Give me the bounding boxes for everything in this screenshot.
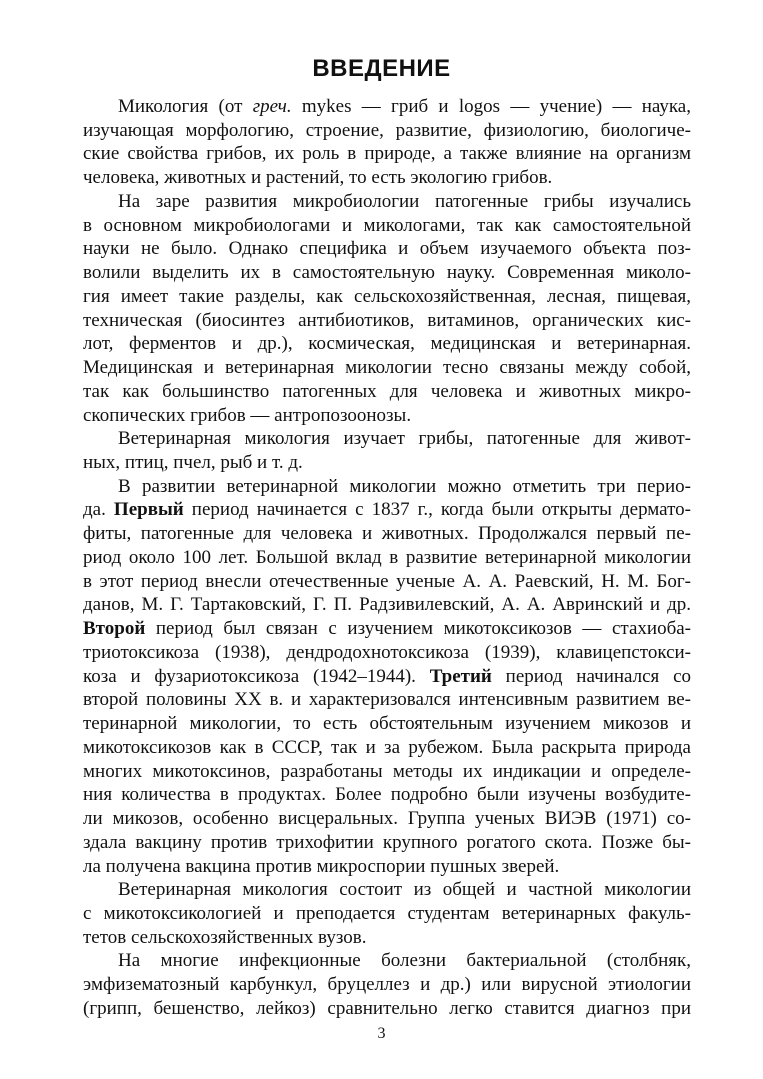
text-line (83, 712, 691, 736)
text-run: триотоксикоза (1938), дендродохнотоксикоза (1939), клавицепстокси- (83, 641, 691, 663)
text-run: второй половины XX в. и характеризовался интенсивным развитием ве- (83, 689, 691, 711)
text-line (83, 760, 691, 784)
text-line (83, 807, 691, 831)
text-line (83, 356, 691, 380)
text-run: человека, животных и растений, то есть экологию грибов. (83, 167, 553, 189)
text-run: теринарной микологии, то есть обстоятельным изучением микозов и (83, 713, 691, 735)
text-run: (грипп, бешенство, лейкоз) сравнительно легко ставится диагноз при (83, 997, 691, 1019)
text-line (83, 831, 691, 855)
page-number: 3 (377, 1025, 386, 1042)
text-line (83, 665, 691, 689)
text-run: лот, ферментов и др.), космическая, медицинская и ветеринарная. (83, 333, 691, 355)
text-line (83, 404, 691, 428)
text-run: период начинался со (491, 665, 691, 687)
text-run: тетов сельскохозяйственных вузов. (83, 926, 367, 948)
text-run: Ветеринарная микология состоит из общей и частной микологии (118, 879, 691, 901)
text-run: техническая (биосинтез антибиотиков, витаминов, органических кис- (83, 309, 691, 331)
text-line (83, 641, 691, 665)
text-run: да. (83, 499, 114, 521)
paragraph (83, 475, 691, 878)
text-line (83, 309, 691, 333)
text-run: многих микотоксинов, разработаны методы их индикации и определе- (83, 760, 691, 782)
text-run: изучающая морфологию, строение, развитие, физиологию, биологиче- (83, 119, 691, 141)
text-line (83, 593, 691, 617)
body-text (83, 95, 691, 1021)
text-line (83, 997, 691, 1021)
text-run: период был связан с изучением микотоксикозов — стахиоба- (145, 618, 691, 640)
text-run: коза и фузариотоксикоза (1942–1944). (83, 665, 430, 687)
text-line (83, 380, 691, 404)
text-line (83, 688, 691, 712)
paragraph (83, 878, 691, 949)
text-run: в основном микробиологами и микологами, так как самостоятельной (83, 214, 691, 236)
text-line (83, 261, 691, 285)
text-run: ния количества в продуктах. Более подробно были изучены возбудите- (83, 784, 691, 806)
text-line (83, 617, 691, 641)
text-run: ла получена вакцина против микроспории пушных зверей. (83, 855, 560, 877)
bold-term: Третий (429, 665, 492, 687)
text-run: фиты, патогенные для человека и животных. Продолжался первый пе- (83, 523, 691, 545)
text-run: На многие инфекционные болезни бактериальной (столбняк, (118, 950, 691, 972)
bold-term: Второй (83, 618, 146, 640)
text-line (83, 855, 691, 879)
text-line (83, 902, 691, 926)
text-line (83, 973, 691, 997)
text-run: ных, птиц, пчел, рыб и т. д. (83, 452, 303, 474)
paragraph (83, 949, 691, 1020)
text-line (83, 190, 691, 214)
text-line (83, 498, 691, 522)
text-run: скопических грибов — антропозоонозы. (83, 404, 412, 426)
text-run: Медицинская и ветеринарная микологии тесно связаны между собой, (83, 357, 691, 379)
text-run: науки не было. Однако специфика и объем изучаемого объекта поз- (83, 238, 691, 260)
text-run: риод около 100 лет. Большой вклад в развитие ветеринарной микологии (83, 546, 691, 568)
text-run: mykes — гриб и logos — учение) — наука, (291, 96, 691, 117)
text-line (83, 736, 691, 760)
text-line (83, 783, 691, 807)
text-run: ские свойства грибов, их роль в природе, а также влияние на организм (83, 143, 691, 165)
text-line (83, 166, 691, 190)
text-run: гия имеет такие разделы, как сельскохозяйственная, лесная, пищевая, (83, 285, 691, 307)
text-line (83, 878, 691, 902)
text-line (83, 119, 691, 143)
text-line (83, 285, 691, 309)
text-run: с микотоксикологией и преподается студентам ветеринарных факуль- (83, 902, 691, 924)
text-line (83, 522, 691, 546)
text-line (83, 546, 691, 570)
text-run: период начинается с 1837 г., когда были открыты дермато- (183, 499, 692, 521)
text-run: эмфизематозный карбункул, бруцеллез и др.) или вирусной этиологии (83, 974, 691, 996)
text-line (83, 427, 691, 451)
text-line (83, 926, 691, 950)
text-run: Ветеринарная микология изучает грибы, патогенные для живот- (118, 428, 691, 450)
text-run: в этот период внесли отечественные ученые А. А. Раевский, Н. М. Бог- (83, 570, 691, 592)
text-run: данов, М. Г. Тартаковский, Г. П. Радзивилевский, А. А. Авринский и др. (83, 594, 691, 616)
text-line (83, 570, 691, 594)
paragraph (83, 95, 691, 190)
text-run: Микология (от (118, 96, 253, 117)
text-line (83, 95, 691, 119)
text-run: В развитии ветеринарной микологии можно отметить три перио- (118, 475, 691, 497)
text-run: микотоксикозов как в СССР, так и за рубежом. Была раскрыта природа (83, 736, 691, 758)
paragraph (83, 190, 691, 427)
text-run: так как большинство патогенных для человека и животных микро- (83, 380, 691, 402)
text-run: здала вакцину против трихофитии крупного рогатого скота. Позже бы- (83, 831, 691, 853)
text-run: ли микозов, особенно висцеральных. Группа ученых ВИЭВ (1971) со- (83, 808, 691, 830)
text-line (83, 332, 691, 356)
page-title: ВВЕДЕНИЕ (312, 55, 451, 82)
text-line (83, 142, 691, 166)
text-run: волили выделить их в самостоятельную науку. Современная миколо- (83, 262, 691, 284)
text-line (83, 475, 691, 499)
text-run: На заре развития микробиологии патогенные грибы изучались (118, 190, 691, 212)
text-line (83, 237, 691, 261)
bold-term: Первый (113, 499, 184, 521)
text-line (83, 214, 691, 238)
paragraph (83, 427, 691, 474)
italic-term: греч. (252, 96, 292, 117)
text-line (83, 451, 691, 475)
text-line (83, 949, 691, 973)
